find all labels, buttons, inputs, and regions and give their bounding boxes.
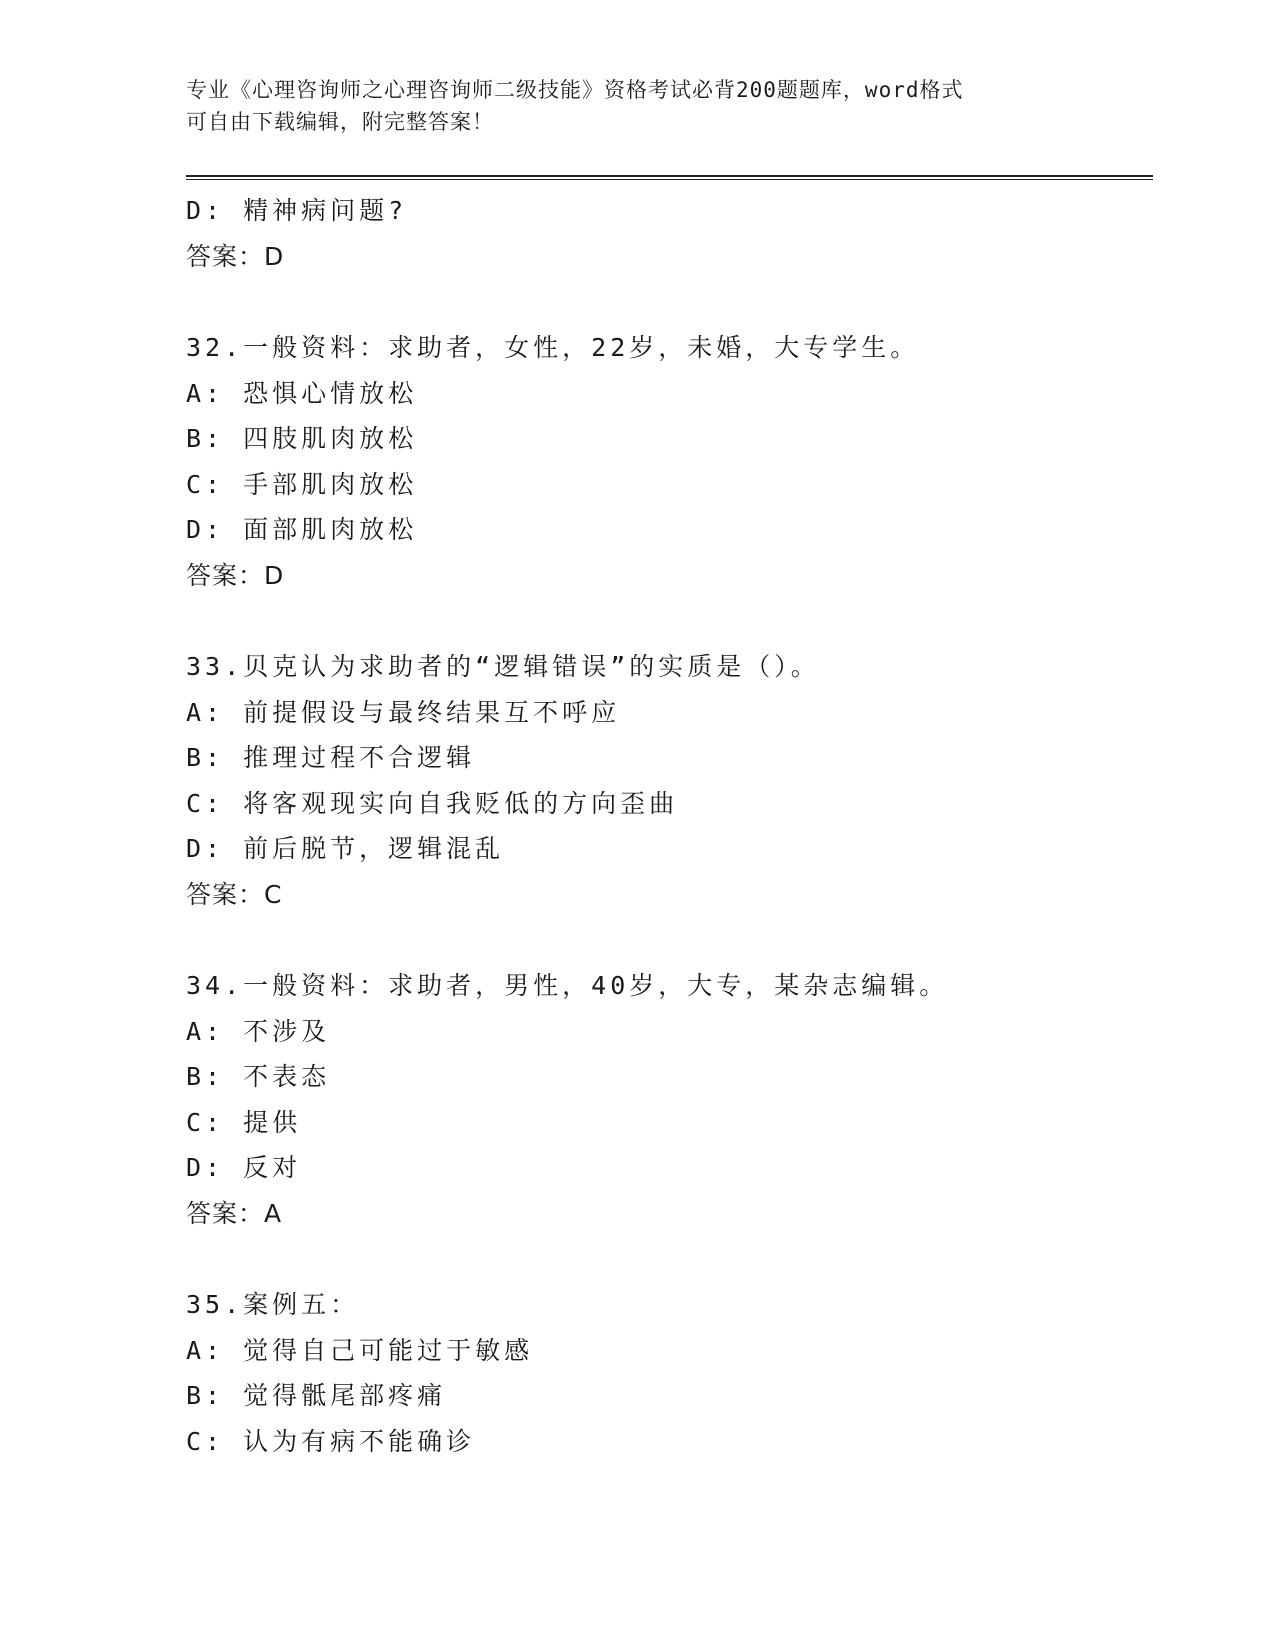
option-a: A: 觉得自己可能过于敏感 bbox=[186, 1335, 534, 1365]
header-title-line-2: 可自由下载编辑，附完整答案！ bbox=[186, 110, 494, 134]
question-spacer bbox=[186, 598, 1146, 644]
option-c: C: 提供 bbox=[186, 1107, 302, 1137]
page-header bbox=[186, 74, 1086, 138]
option-a: A: 前提假设与最终结果互不呼应 bbox=[186, 697, 621, 727]
question-stem: 32.一般资料：求助者，女性，22岁，未婚，大专学生。 bbox=[186, 333, 920, 362]
answer: 答案：D bbox=[186, 241, 285, 271]
question-stem: 33.贝克认为求助者的“逻辑错误”的实质是（）。 bbox=[186, 652, 820, 681]
question-content bbox=[186, 188, 1146, 1464]
option-c: C: 认为有病不能确诊 bbox=[186, 1426, 476, 1456]
header-title-line-1: 专业《心理咨询师之心理咨询师二级技能》资格考试必背200题题库，word格式 bbox=[186, 78, 964, 102]
question-33 bbox=[186, 644, 1146, 917]
question-spacer bbox=[186, 279, 1146, 325]
option-c: C: 将客观现实向自我贬低的方向歪曲 bbox=[186, 788, 679, 818]
question-35 bbox=[186, 1282, 1146, 1464]
question-stem: 35.案例五： bbox=[186, 1290, 360, 1319]
option-d: D: 面部肌肉放松 bbox=[186, 515, 418, 544]
question-spacer bbox=[186, 917, 1146, 963]
option-d: D: 反对 bbox=[186, 1153, 302, 1182]
answer: 答案：D bbox=[186, 560, 285, 590]
answer: 答案：A bbox=[186, 1198, 283, 1228]
question-stem: 34.一般资料：求助者，男性，40岁，大专，某杂志编辑。 bbox=[186, 971, 949, 1000]
question-32 bbox=[186, 325, 1146, 598]
question-34 bbox=[186, 963, 1146, 1236]
option-b: B: 推理过程不合逻辑 bbox=[186, 743, 476, 772]
option-d: D: 前后脱节，逻辑混乱 bbox=[186, 834, 505, 863]
option-a: A: 恐惧心情放松 bbox=[186, 378, 418, 408]
option-c: C: 手部肌肉放松 bbox=[186, 469, 418, 499]
option-d: D: 精神病问题? bbox=[186, 196, 408, 225]
option-a: A: 不涉及 bbox=[186, 1016, 331, 1046]
header-divider bbox=[186, 175, 1153, 180]
option-b: B: 觉得骶尾部疼痛 bbox=[186, 1381, 447, 1410]
option-b: B: 四肢肌肉放松 bbox=[186, 424, 418, 453]
option-b: B: 不表态 bbox=[186, 1062, 331, 1091]
answer: 答案：C bbox=[186, 879, 283, 909]
question-spacer bbox=[186, 1236, 1146, 1282]
